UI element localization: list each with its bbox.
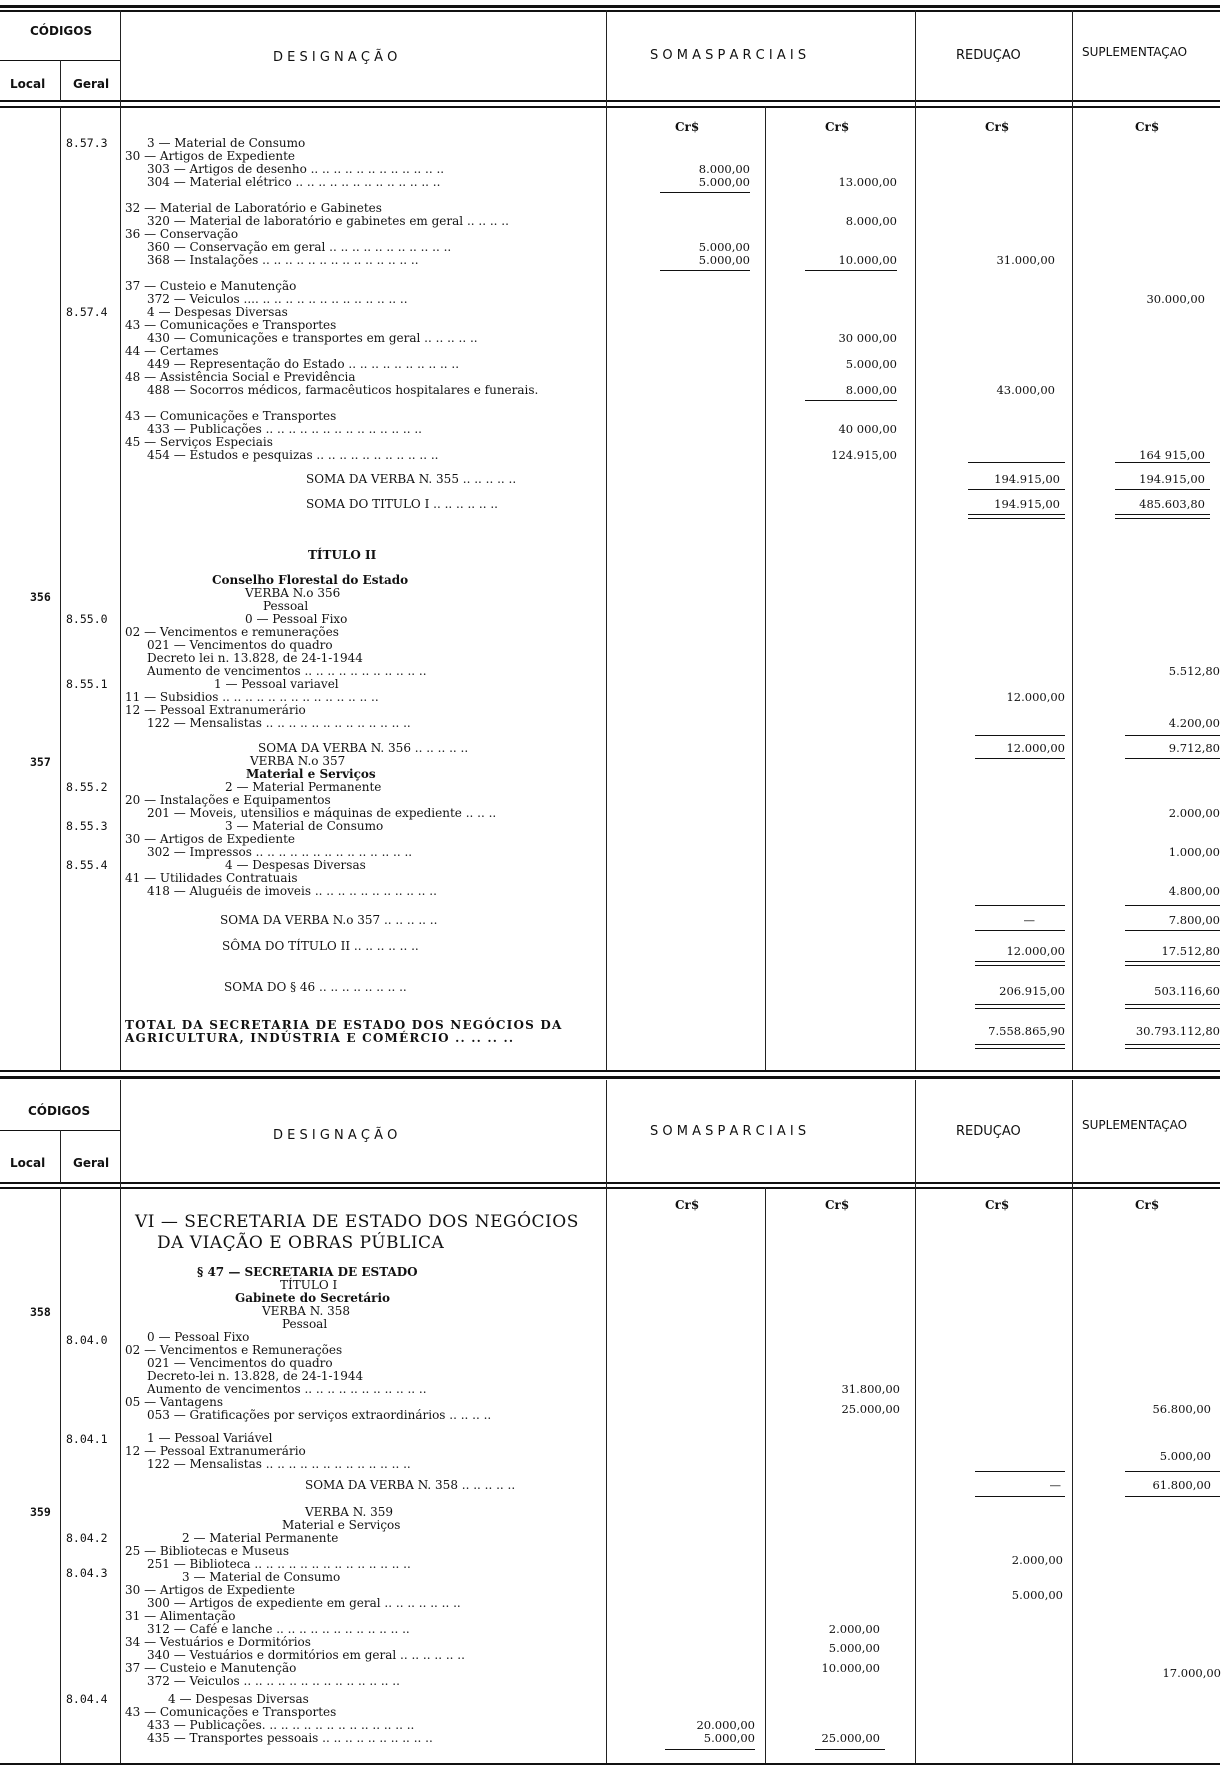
partial-value: 5.000,00	[698, 253, 750, 267]
line-item: 433 — Publicações. .. .. .. .. .. .. .. .. .. .. .. .. ..	[147, 1718, 415, 1732]
line-item: 303 — Artigos de desenho .. .. .. .. .. .. .. .. .. .. .. ..	[147, 162, 445, 176]
partial-value: 31.800,00	[841, 1382, 900, 1396]
line-item: 37 — Custeio e Manutenção	[125, 1661, 297, 1675]
conselho-heading: Conselho Florestal do Estado	[212, 573, 409, 587]
header-local: Local	[10, 77, 46, 91]
header-codigos: CÓDIGOS	[30, 24, 93, 38]
partial-value: 25.000,00	[821, 1731, 880, 1745]
line-item: 372 — Veiculos .. .. .. .. .. .. .. .. .. .. .. .. .. ..	[147, 1674, 400, 1688]
line-item: 435 — Transportes pessoais .. .. .. .. .. .. .. .. .. ..	[147, 1731, 433, 1745]
header-suplementacao: SUPLEMENTAÇAO	[1082, 1118, 1188, 1132]
line-item: 43 — Comunicações e Transportes	[125, 409, 337, 423]
supplement-value: 164 915,00	[1139, 448, 1205, 462]
paragraph-47-heading: § 47 — SECRETARIA DE ESTADO	[197, 1265, 418, 1279]
line-item: 418 — Aluguéis de imoveis .. .. .. .. .. .. .. .. .. .. ..	[147, 884, 437, 898]
geral-code: 8.55.3	[66, 819, 108, 833]
section-title-line2: DA VIAÇÃO E OBRAS PÚBLICA	[157, 1233, 445, 1253]
line-item: 312 — Café e lanche .. .. .. .. .. .. .. .. .. .. .. ..	[147, 1622, 410, 1636]
partial-value: 30 000,00	[838, 331, 897, 345]
line-item: 302 — Impressos .. .. .. .. .. .. .. .. .. .. .. .. .. ..	[147, 845, 413, 859]
supplement-value: 1.000,00	[1168, 845, 1220, 859]
supplement-value: 17.000,00	[1162, 1666, 1221, 1680]
line-item: 488 — Socorros médicos, farmacêuticos hospitalares e funerais.	[147, 383, 539, 397]
partial-value: 2.000,00	[828, 1622, 880, 1636]
currency-label: Cr$	[985, 120, 1010, 134]
line-item: 30 — Artigos de Expediente	[125, 832, 296, 846]
pessoal-heading: Pessoal	[282, 1317, 328, 1331]
total-secretaria-line1: TOTAL DA SECRETARIA DE ESTADO DOS NEGÓCIOS DA	[125, 1018, 563, 1032]
line-item: 30 — Artigos de Expediente	[125, 149, 296, 163]
reduction-value: 12.000,00	[1006, 690, 1065, 704]
soma-verba-356-supplement: 9.712,80	[1168, 741, 1220, 755]
partial-value: 5.000,00	[845, 357, 897, 371]
verba-357-heading: VERBA N.o 357	[250, 754, 346, 768]
line-item: 1 — Pessoal variavel	[214, 677, 339, 691]
supplement-value: 5.512,80	[1168, 664, 1220, 678]
soma-paragrafo-46-reduction: 206.915,00	[999, 984, 1065, 998]
line-item: 340 — Vestuários e dormitórios em geral .. .. .. .. .. ..	[147, 1648, 465, 1662]
header-designacao: D E S I G N A Ç Ã O	[273, 1128, 398, 1143]
line-item: Decreto lei n. 13.828, de 24-1-1944	[147, 651, 363, 665]
header-reducao: REDUÇAO	[956, 1124, 1021, 1139]
line-item: 32 — Material de Laboratório e Gabinetes	[125, 201, 382, 215]
supplement-value: 4.200,00	[1168, 716, 1220, 730]
soma-verba-357: SOMA DA VERBA N.o 357 .. .. .. .. ..	[220, 913, 438, 927]
line-item: 31 — Alimentação	[125, 1609, 236, 1623]
line-item: 053 — Gratificações por serviços extraordinários .. .. .. ..	[147, 1408, 492, 1422]
reduction-value: 5.000,00	[1011, 1588, 1063, 1602]
soma-verba-355: SOMA DA VERBA N. 355 .. .. .. .. ..	[306, 472, 517, 486]
local-code: 357	[30, 755, 51, 769]
supplement-value: 30.000,00	[1146, 292, 1205, 306]
line-item: 37 — Custeio e Manutenção	[125, 279, 297, 293]
soma-titulo-2: SÔMA DO TÍTULO II .. .. .. .. .. ..	[222, 939, 419, 953]
geral-code: 8.57.4	[66, 305, 108, 319]
line-item: 454 — Estudos e pesquizas .. .. .. .. .. .. .. .. .. .. ..	[147, 448, 439, 462]
gabinete-heading: Gabinete do Secretário	[235, 1291, 391, 1305]
header-geral: Geral	[73, 1156, 110, 1170]
line-item: 4 — Despesas Diversas	[147, 305, 288, 319]
partial-value: 10.000,00	[838, 253, 897, 267]
partial-value: 40 000,00	[838, 422, 897, 436]
partial-value: 5.000,00	[698, 240, 750, 254]
line-item: 25 — Bibliotecas e Museus	[125, 1544, 289, 1558]
geral-code: 8.04.1	[66, 1432, 108, 1446]
geral-code: 8.55.0	[66, 612, 108, 626]
header-somas-parciais: S O M A S P A R C I A I S	[650, 1124, 807, 1139]
total-reduction: 7.558.865,90	[988, 1024, 1065, 1038]
partial-value: 5.000,00	[703, 1731, 755, 1745]
supplement-value: 4.800,00	[1168, 884, 1220, 898]
partial-value: 124.915,00	[831, 448, 897, 462]
line-item: 48 — Assistência Social e Previdência	[125, 370, 356, 384]
line-item: 05 — Vantagens	[125, 1395, 223, 1409]
header-geral: Geral	[73, 77, 110, 91]
line-item: 3 — Material de Consumo	[147, 136, 306, 150]
verba-358-heading: VERBA N. 358	[262, 1304, 351, 1318]
line-item: 449 — Representação do Estado .. .. .. .. .. .. .. .. .. ..	[147, 357, 460, 371]
soma-paragrafo-46-supplement: 503.116,60	[1154, 984, 1220, 998]
currency-label: Cr$	[825, 120, 850, 134]
line-item: 20 — Instalações e Equipamentos	[125, 793, 331, 807]
line-item: 3 — Material de Consumo	[225, 819, 384, 833]
section-title-line1: VI — SECRETARIA DE ESTADO DOS NEGÓCIOS	[135, 1212, 579, 1232]
header-designacao: D E S I G N A Ç Ã O	[273, 50, 398, 65]
partial-value: 13.000,00	[838, 175, 897, 189]
reduction-value: 31.000,00	[996, 253, 1055, 267]
soma-verba-357-reduction: —	[1023, 913, 1035, 927]
line-item: 36 — Conservação	[125, 227, 239, 241]
line-item: 122 — Mensalistas .. .. .. .. .. .. .. .. .. .. .. .. ..	[147, 1457, 411, 1471]
geral-code: 8.04.2	[66, 1531, 108, 1545]
partial-value: 8.000,00	[845, 214, 897, 228]
partial-value: 20.000,00	[696, 1718, 755, 1732]
verba-356-heading: VERBA N.o 356	[245, 586, 341, 600]
currency-label: Cr$	[1135, 1198, 1160, 1212]
material-servicos-heading: Material e Serviços	[282, 1518, 401, 1532]
line-item: Decreto-lei n. 13.828, de 24-1-1944	[147, 1369, 364, 1383]
soma-titulo-1: SOMA DO TITULO I .. .. .. .. .. ..	[306, 497, 498, 511]
line-item: 1 — Pessoal Variável	[147, 1431, 273, 1445]
geral-code: 8.04.0	[66, 1333, 108, 1347]
soma-titulo-2-reduction: 12.000,00	[1006, 944, 1065, 958]
partial-value: 5.000,00	[698, 175, 750, 189]
partial-value: 5.000,00	[828, 1641, 880, 1655]
supplement-value: 56.800,00	[1152, 1402, 1211, 1416]
line-item: 201 — Moveis, utensilios e máquinas de expediente .. .. ..	[147, 806, 497, 820]
line-item: 43 — Comunicações e Transportes	[125, 1705, 337, 1719]
geral-code: 8.55.4	[66, 858, 108, 872]
pessoal-heading: Pessoal	[263, 599, 309, 613]
soma-verba-358-supplement: 61.800,00	[1152, 1478, 1211, 1492]
line-item: 30 — Artigos de Expediente	[125, 1583, 296, 1597]
soma-verba-355-supplement: 194.915,00	[1139, 472, 1205, 486]
header-codigos: CÓDIGOS	[28, 1104, 91, 1118]
total-secretaria-line2: AGRICULTURA, INDÚSTRIA E COMÉRCIO .. .. .. ..	[125, 1031, 515, 1045]
soma-titulo-1-reduction: 194.915,00	[994, 497, 1060, 511]
soma-titulo-2-supplement: 17.512,80	[1161, 944, 1220, 958]
verba-359-heading: VERBA N. 359	[305, 1505, 394, 1519]
titulo-2-heading: TÍTULO II	[308, 548, 377, 562]
geral-code: 8.04.3	[66, 1566, 108, 1580]
currency-label: Cr$	[675, 1198, 700, 1212]
line-item: 320 — Material de laboratório e gabinetes em geral .. .. .. ..	[147, 214, 509, 228]
line-item: 3 — Material de Consumo	[182, 1570, 341, 1584]
header-somas-parciais: S O M A S P A R C I A I S	[650, 48, 807, 63]
geral-code: 8.57.3	[66, 136, 108, 150]
currency-label: Cr$	[675, 120, 700, 134]
titulo-1-heading: TÍTULO I	[280, 1278, 338, 1292]
line-item: 021 — Vencimentos do quadro	[147, 1356, 333, 1370]
currency-label: Cr$	[825, 1198, 850, 1212]
line-item: 45 — Serviços Especiais	[125, 435, 273, 449]
currency-label: Cr$	[985, 1198, 1010, 1212]
line-item: 251 — Biblioteca .. .. .. .. .. .. .. .. .. .. .. .. .. ..	[147, 1557, 411, 1571]
line-item: 02 — Vencimentos e remunerações	[125, 625, 339, 639]
line-item: 433 — Publicações .. .. .. .. .. .. .. .. .. .. .. .. .. ..	[147, 422, 422, 436]
soma-verba-355-reduction: 194.915,00	[994, 472, 1060, 486]
partial-value: 25.000,00	[841, 1402, 900, 1416]
line-item: 02 — Vencimentos e Remunerações	[125, 1343, 343, 1357]
line-item: 11 — Subsidios .. .. .. .. .. .. .. .. .. .. .. .. .. ..	[125, 690, 379, 704]
supplement-value: 5.000,00	[1159, 1449, 1211, 1463]
header-local: Local	[10, 1156, 46, 1170]
reduction-value: 43.000,00	[996, 383, 1055, 397]
soma-verba-358: SOMA DA VERBA N. 358 .. .. .. .. ..	[305, 1478, 516, 1492]
local-code: 356	[30, 590, 51, 604]
header-reducao: REDUÇAO	[956, 48, 1021, 63]
line-item: 360 — Conservação em geral .. .. .. .. .. .. .. .. .. .. ..	[147, 240, 452, 254]
partial-value: 8.000,00	[845, 383, 897, 397]
line-item: 4 — Despesas Diversas	[225, 858, 366, 872]
geral-code: 8.55.1	[66, 677, 108, 691]
line-item: 34 — Vestuários e Dormitórios	[125, 1635, 311, 1649]
material-permanente-heading: 2 — Material Permanente	[225, 780, 382, 794]
line-item: 12 — Pessoal Extranumerário	[125, 1444, 306, 1458]
line-item: 43 — Comunicações e Transportes	[125, 318, 337, 332]
soma-titulo-1-supplement: 485.603,80	[1139, 497, 1205, 511]
partial-value: 10.000,00	[821, 1661, 880, 1675]
line-item: 021 — Vencimentos do quadro	[147, 638, 333, 652]
local-code: 359	[30, 1505, 51, 1519]
pessoal-fixo-heading: 0 — Pessoal Fixo	[245, 612, 348, 626]
line-item: 41 — Utilidades Contratuais	[125, 871, 298, 885]
soma-paragrafo-46: SOMA DO § 46 .. .. .. .. .. .. .. ..	[224, 980, 407, 994]
soma-verba-356: SOMA DA VERBA N. 356 .. .. .. .. ..	[258, 741, 469, 755]
line-item: 122 — Mensalistas .. .. .. .. .. .. .. .. .. .. .. .. ..	[147, 716, 411, 730]
line-item: 0 — Pessoal Fixo	[147, 1330, 250, 1344]
line-item: 368 — Instalações .. .. .. .. .. .. .. .. .. .. .. .. .. ..	[147, 253, 419, 267]
line-item: 300 — Artigos de expediente em geral .. .. .. .. .. .. ..	[147, 1596, 461, 1610]
currency-label: Cr$	[1135, 120, 1160, 134]
supplement-value: 2.000,00	[1168, 806, 1220, 820]
line-item: 4 — Despesas Diversas	[168, 1692, 309, 1706]
line-item: Aumento de vencimentos .. .. .. .. .. .. .. .. .. .. ..	[147, 664, 427, 678]
line-item: 430 — Comunicações e transportes em geral .. .. .. .. ..	[147, 331, 478, 345]
line-item: 12 — Pessoal Extranumerário	[125, 703, 306, 717]
reduction-value: 2.000,00	[1011, 1553, 1063, 1567]
soma-verba-358-reduction: —	[1049, 1478, 1061, 1492]
partial-value: 8.000,00	[698, 162, 750, 176]
line-item: 2 — Material Permanente	[182, 1531, 339, 1545]
line-item: Aumento de vencimentos .. .. .. .. .. .. .. .. .. .. ..	[147, 1382, 427, 1396]
geral-code: 8.55.2	[66, 780, 108, 794]
soma-verba-356-reduction: 12.000,00	[1006, 741, 1065, 755]
geral-code: 8.04.4	[66, 1692, 108, 1706]
soma-verba-357-supplement: 7.800,00	[1168, 913, 1220, 927]
header-suplementacao: SUPLEMENTAÇAO	[1082, 45, 1188, 59]
material-servicos-heading: Material e Serviços	[246, 767, 376, 781]
total-supplement: 30.793.112,80	[1135, 1024, 1220, 1038]
line-item: 304 — Material elétrico .. .. .. .. .. .. .. .. .. .. .. .. ..	[147, 175, 441, 189]
line-item: 372 — Veiculos .... .. .. .. .. .. .. .. .. .. .. .. .. ..	[147, 292, 408, 306]
line-item: 44 — Certames	[125, 344, 219, 358]
local-code: 358	[30, 1305, 51, 1319]
